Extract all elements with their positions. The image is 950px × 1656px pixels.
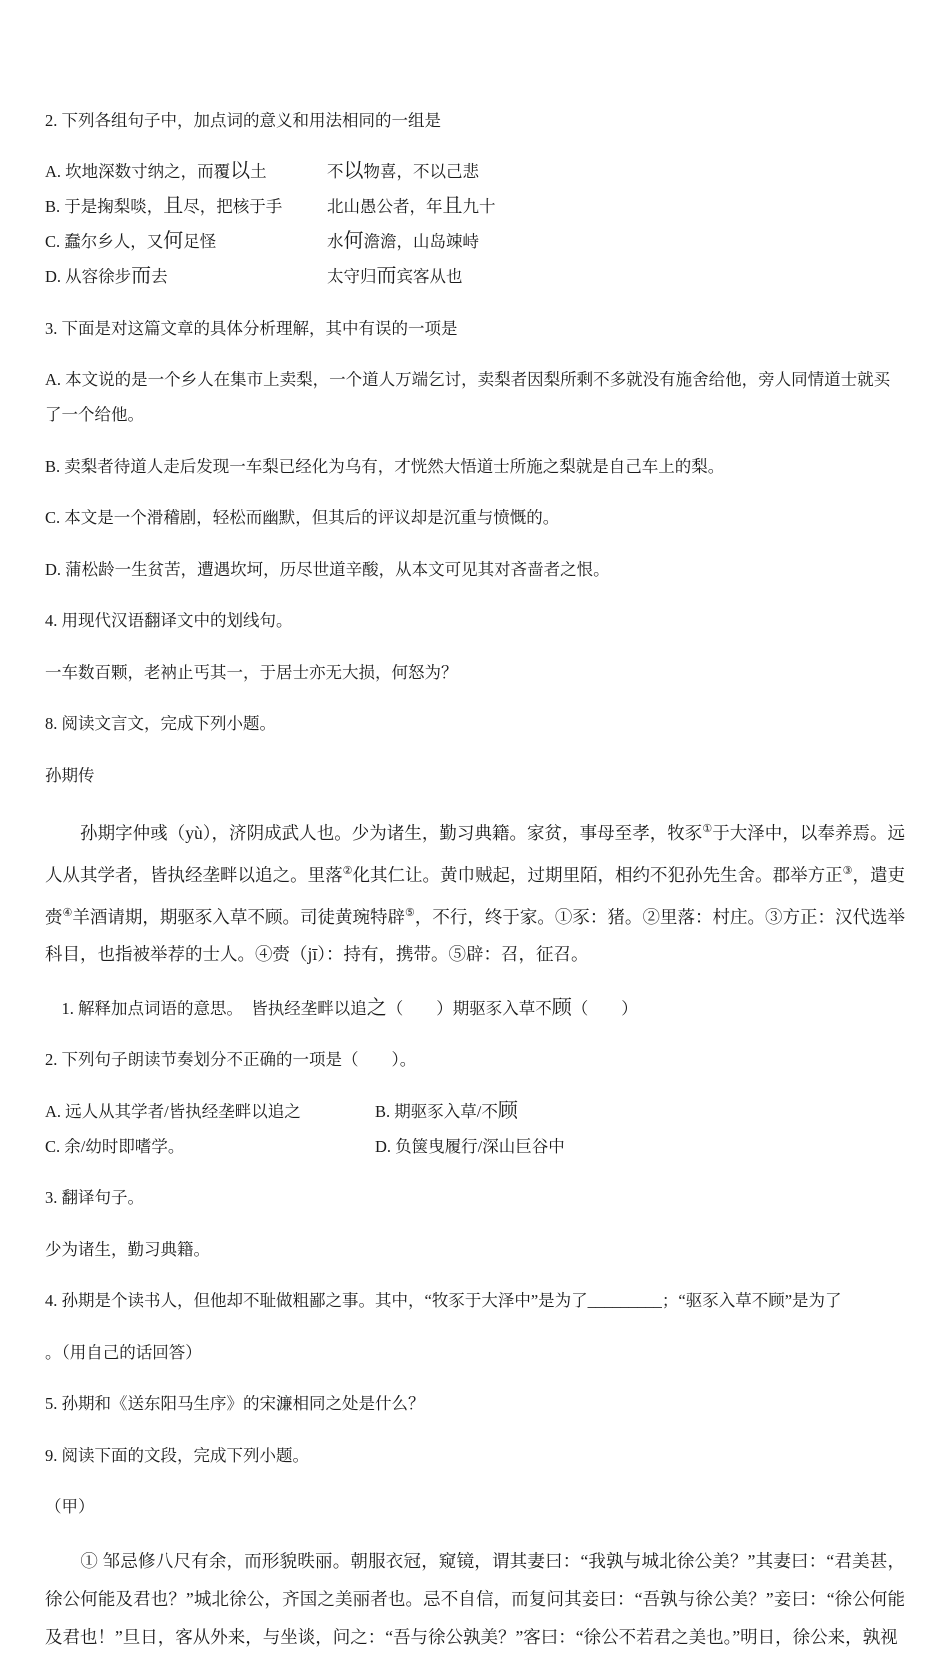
q8-sub2-option-c (45, 1129, 375, 1164)
q8-sub3-sentence: 少为诸生，勤习典籍。 (45, 1239, 210, 1259)
q8-passage-title: 孙期传 (45, 765, 95, 785)
q8-sub2-option-row-cd (45, 1129, 905, 1164)
q2-option-row-d (45, 259, 905, 294)
dotted-word: 以 (343, 160, 364, 182)
q8-sub2-option-b (375, 1094, 905, 1129)
text-segment: C. 蠢尔乡人，又 (45, 232, 164, 251)
q3-option-c: C. 本文是一个滑稽剧，轻松而幽默，但其后的评议却是沉重与愤慨的。 (45, 508, 560, 527)
text-segment: 羊酒请期，期驱豕入草不顾。司徒黄琬特辟 (72, 906, 405, 927)
text-segment: （ ）期驱豕入草不 (386, 998, 552, 1018)
text-segment: ，不行，终于家。①豕：猪。②里落：村庄。③方正：汉代选举科目，也指被举荐的士人。④赍（jī）：持有，携带。⑤辟：召，征召。 (45, 906, 906, 965)
q2-option-c-left (45, 224, 327, 259)
dotted-word: 且 (442, 195, 463, 217)
q8-sub2-stem: 2. 下列句子朗读节奏划分不正确的一项是（ ）。 (45, 1050, 417, 1070)
text-segment: 九十 (462, 197, 496, 216)
q2-option-row-a (45, 154, 905, 189)
text-segment: 物喜，不以己悲 (363, 162, 479, 181)
dotted-word: 之 (366, 996, 387, 1019)
note-reference: ⑤ (405, 906, 415, 919)
q3-option-b: B. 卖梨者待道人走后发现一车梨已经化为乌有，才恍然大悟道士所施之梨就是自己车上的梨。 (45, 456, 725, 476)
q2-stem: 2. 下列各组句子中，加点词的意义和用法相同的一组是 (45, 110, 441, 130)
q4-sentence: 一车数百颗，老衲止丐其一，于居士亦无大损，何怒为？ (45, 662, 458, 682)
text-segment: 太守归 (327, 267, 377, 286)
q8-sub2-option-a (45, 1094, 375, 1129)
note-reference: ③ (842, 864, 853, 877)
dotted-word: 而 (131, 265, 152, 287)
q2-option-c-right (327, 224, 905, 259)
q4-stem: 4. 用现代汉语翻译文中的划线句。 (45, 611, 293, 630)
q2-option-b-left (45, 189, 327, 224)
q3-option-d: D. 蒲松龄一生贫苦，遭遇坎坷，历尽世道辛酸，从本文可见其对吝啬者之恨。 (45, 559, 610, 579)
text-segment: 足怪 (183, 232, 217, 251)
q2-option-row-c (45, 224, 905, 259)
text-segment: 尽，把核于手 (183, 197, 283, 216)
text-segment: 化其仁让。黄巾贼起，过期里陌，相约不犯孙先生舍。郡举方正 (352, 864, 843, 885)
q8-sub5: 5. 孙期和《送东阳马生序》的宋濂相同之处是什么？ (45, 1394, 425, 1414)
q8-sub2-option-row-ab (45, 1094, 905, 1129)
q8-sub3-stem: 3. 翻译句子。 (45, 1188, 144, 1208)
text-segment: 澹澹，山岛竦峙 (363, 232, 479, 251)
text-segment: 土 (250, 162, 267, 181)
dotted-word: 顾 (551, 996, 572, 1019)
text-segment: A. 坎地深数寸纳之，而覆 (45, 162, 231, 181)
q9-passage-zouji: ① 邹忌修八尺有余，而形貌昳丽。朝服衣冠，窥镜，谓其妻曰：“我孰与城北徐公美？”其妻曰：“君美甚，徐公何能及君也？”城北徐公，齐国之美丽者也。忌不自信，而复问其妾曰：“吾孰与徐公美？”妾曰：“徐公何能及君也！”旦日，客从外来，与坐谈，问之：“吾与徐公孰美？”客曰：“徐公不若君之美也。”明日，徐公来，孰视 (45, 1550, 905, 1647)
dotted-word: 何 (343, 230, 364, 252)
text-segment: 1. 解释加点词语的意思。 皆执经垄畔以追 (45, 998, 367, 1018)
text-segment: C. 余/幼时即嗜学。 (45, 1136, 185, 1156)
q2-option-d-right (327, 259, 905, 294)
dotted-word: 何 (163, 230, 184, 252)
q9-stem: 9. 阅读下面的文段，完成下列小题。 (45, 1445, 309, 1465)
q2-option-b-right (327, 189, 905, 224)
q8-passage-sunqizhuan (45, 810, 905, 973)
text-segment: 不 (327, 162, 344, 181)
text-segment: （ ） (571, 998, 638, 1018)
text-segment: D. 负箧曳履行/深山巨谷中 (375, 1136, 565, 1156)
dotted-word: 且 (163, 195, 184, 217)
text-segment: 水 (327, 232, 344, 251)
text-segment: 去 (151, 267, 168, 286)
dotted-word: 而 (376, 265, 397, 287)
note-reference: ④ (62, 906, 73, 919)
text-segment: 北山愚公者，年 (327, 197, 443, 216)
q2-option-a-left (45, 154, 327, 189)
note-reference: ② (342, 864, 353, 877)
q2-option-a-right (327, 154, 905, 189)
q3-stem: 3. 下面是对这篇文章的具体分析理解，其中有误的一项是 (45, 318, 458, 338)
text-segment: 于大泽中，以奉养焉。远人从其学者，皆执经垄畔以追之。里落 (45, 822, 905, 885)
dotted-word: 顾 (497, 1099, 518, 1122)
q2-option-row-b (45, 189, 905, 224)
q8-sub4-line1: 4. 孙期是个读书人，但他却不耻做粗鄙之事。其中，“牧豕于大泽中”是为了_________；“驱豕入草不顾”是为了 (45, 1291, 842, 1311)
q8-sub4-line2: 。（用自己的话回答） (45, 1342, 202, 1362)
q2-option-d-left (45, 259, 327, 294)
q3-option-a: A. 本文说的是一个乡人在集市上卖梨，一个道人万端乞讨，卖梨者因梨所剩不多就没有施舍给他，旁人同情道士就买了一个给他。 (45, 370, 891, 424)
q8-sub2-option-d (375, 1129, 905, 1164)
text-segment: B. 于是掬梨啖， (45, 197, 164, 216)
text-segment: D. 从容徐步 (45, 267, 132, 286)
dotted-word: 以 (230, 160, 251, 182)
q8-sub1 (45, 991, 905, 1026)
text-segment: 宾客从也 (396, 267, 463, 286)
q8-stem: 8. 阅读文言文，完成下列小题。 (45, 714, 276, 733)
note-reference: ① (702, 823, 713, 835)
q9-section-label: （甲） (45, 1497, 95, 1517)
text-segment: ，遣吏赍 (45, 864, 905, 927)
text-segment: A. 远人从其学者/皆执经垄畔以追之 (45, 1101, 301, 1121)
text-segment: B. 期驱豕入草/不 (375, 1101, 498, 1121)
text-segment: 孙期字仲彧（yù），济阴成武人也。少为诸生，勤习典籍。家贫，事母至孝，牧豕 (45, 822, 703, 843)
